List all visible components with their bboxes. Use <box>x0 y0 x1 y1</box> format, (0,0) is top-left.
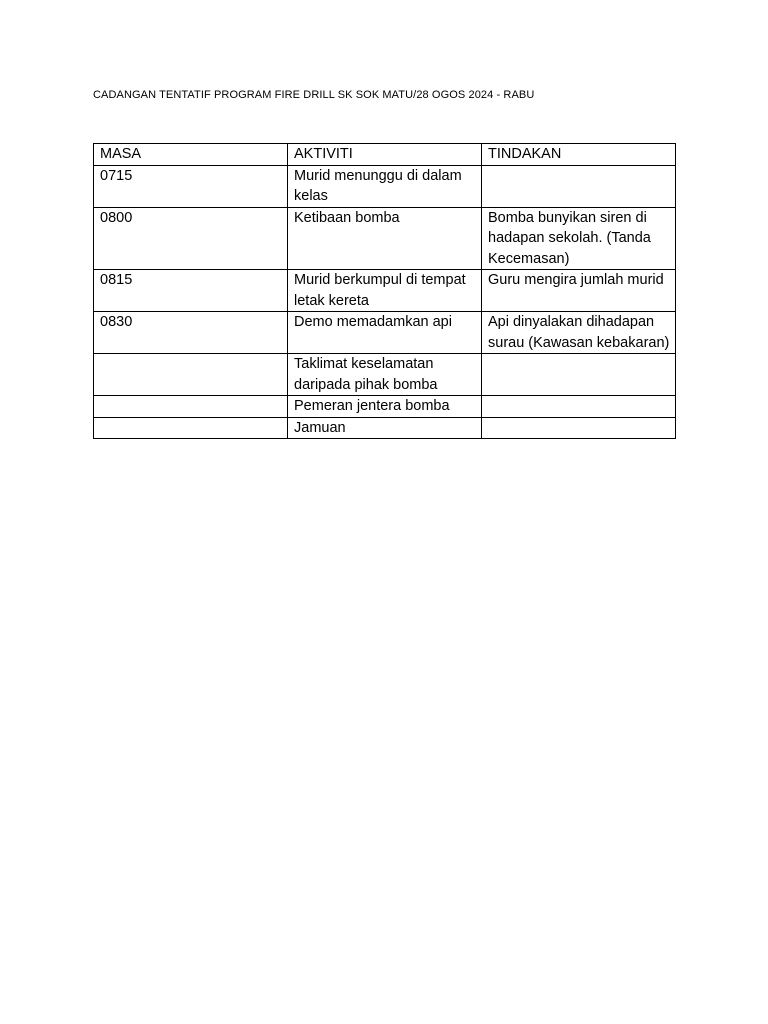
cell-aktiviti: Demo memadamkan api <box>288 312 482 354</box>
schedule-table <box>93 143 676 439</box>
table-row <box>94 396 676 418</box>
cell-masa <box>94 417 288 439</box>
cell-tindakan <box>482 165 676 207</box>
cell-aktiviti: Taklimat keselamatan daripada pihak bomba <box>288 354 482 396</box>
table-row <box>94 270 676 312</box>
cell-aktiviti: Pemeran jentera bomba <box>288 396 482 418</box>
cell-aktiviti: Murid berkumpul di tempat letak kereta <box>288 270 482 312</box>
header-masa: MASA <box>94 144 288 166</box>
document-title: CADANGAN TENTATIF PROGRAM FIRE DRILL SK SOK MATU/28 OGOS 2024 - RABU <box>93 89 535 101</box>
table-header-row <box>94 144 676 166</box>
cell-masa: 0830 <box>94 312 288 354</box>
cell-tindakan <box>482 417 676 439</box>
cell-masa: 0800 <box>94 207 288 270</box>
table-row <box>94 207 676 270</box>
cell-aktiviti: Jamuan <box>288 417 482 439</box>
cell-aktiviti: Ketibaan bomba <box>288 207 482 270</box>
cell-tindakan: Bomba bunyikan siren di hadapan sekolah. (Tanda Kecemasan) <box>482 207 676 270</box>
cell-masa <box>94 396 288 418</box>
table-row <box>94 165 676 207</box>
table-row <box>94 312 676 354</box>
cell-tindakan: Guru mengira jumlah murid <box>482 270 676 312</box>
table-row <box>94 354 676 396</box>
cell-masa: 0815 <box>94 270 288 312</box>
cell-masa <box>94 354 288 396</box>
cell-masa: 0715 <box>94 165 288 207</box>
header-tindakan: TINDAKAN <box>482 144 676 166</box>
cell-tindakan: Api dinyalakan dihadapan surau (Kawasan kebakaran) <box>482 312 676 354</box>
cell-aktiviti: Murid menunggu di dalam kelas <box>288 165 482 207</box>
header-aktiviti: AKTIVITI <box>288 144 482 166</box>
table-row <box>94 417 676 439</box>
cell-tindakan <box>482 396 676 418</box>
cell-tindakan <box>482 354 676 396</box>
